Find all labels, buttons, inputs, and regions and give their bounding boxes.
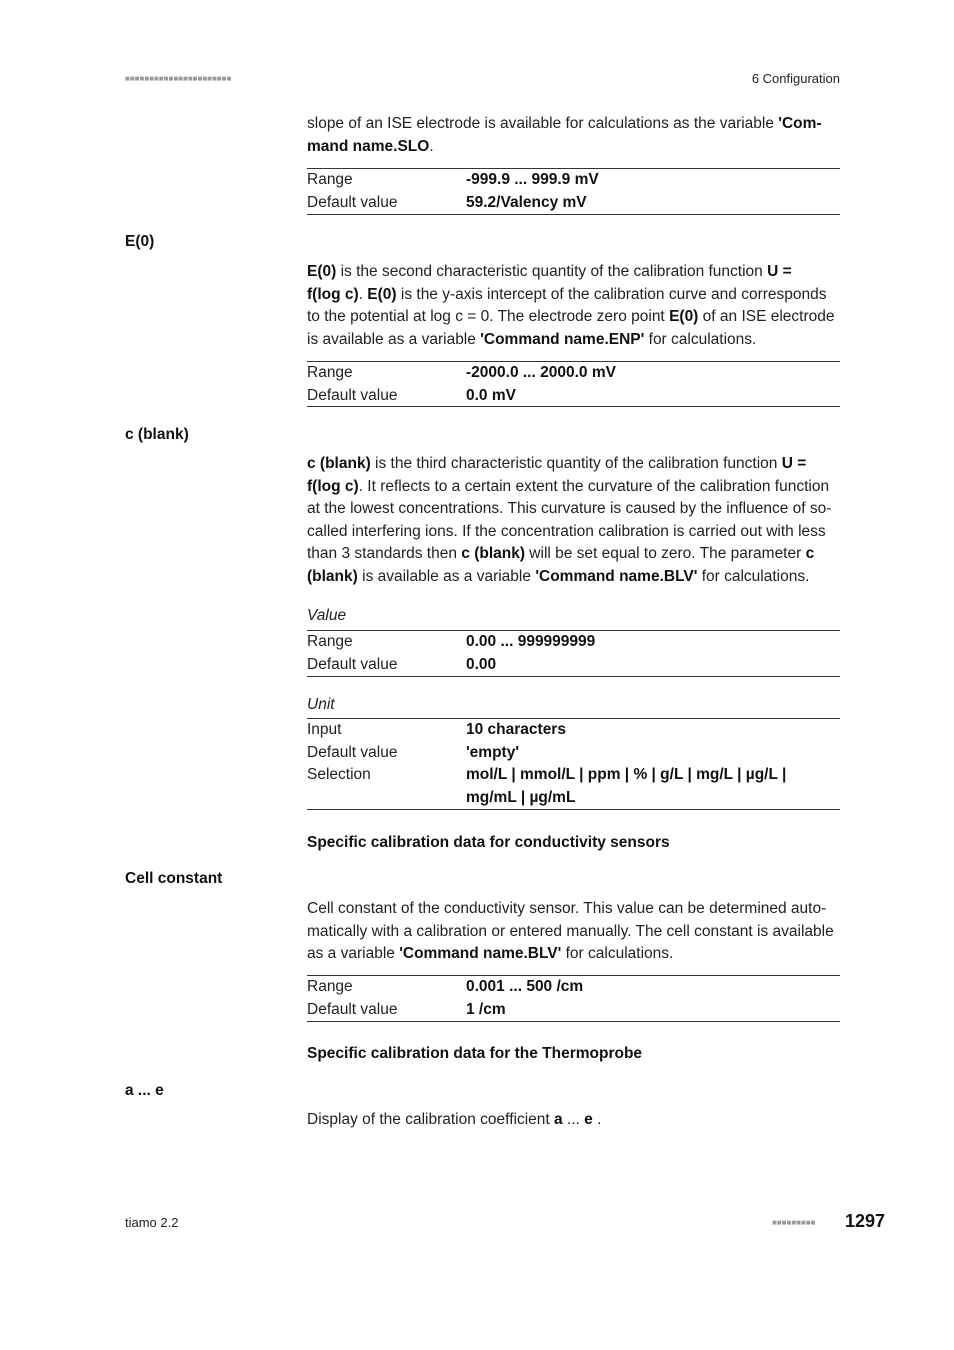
selection-line: mol/L | mmol/L | ppm | % | g/L | mg/L | µg/L | — [466, 766, 787, 783]
table-row: Range 0.00 ... 999999999 — [307, 633, 596, 650]
table-row: Default value 0.0 mV — [307, 386, 516, 404]
table-rule — [307, 214, 840, 215]
cblank-unit-table — [307, 719, 840, 809]
value-subheading: Value — [307, 607, 347, 624]
header-decoration: ■■■■■■■■■■■■■■■■■■■■■■ — [125, 74, 232, 83]
slope-paragraph: slope of an ISE electrode is available for calculations as the variable 'Com- mand name.SLO. — [307, 115, 822, 155]
slope-table — [307, 169, 840, 214]
parameter-label-cblank: c (blank) — [125, 426, 189, 443]
section-heading-conductivity: Specific calibration data for conductivity sensors — [307, 834, 670, 851]
cell-constant-description: Cell constant of the conductivity sensor. This value can be determined auto- matically with a calibration or entered manually. The cell constant is available as a variable 'Command name.BLV' for calculations. — [307, 900, 834, 962]
thermoprobe-description: Display of the calibration coefficient a ... e . — [307, 1111, 602, 1128]
cblank-value-table — [307, 631, 840, 676]
cell-constant-table — [307, 976, 840, 1021]
table-rule — [307, 406, 840, 407]
product-name: tiamo 2.2 — [125, 1215, 179, 1230]
chapter-title: 6 Configuration — [751, 71, 840, 86]
table-row: Default value 0.00 — [307, 655, 497, 673]
parameter-label-cell-constant: Cell constant — [125, 870, 223, 887]
page-number: 1297 — [845, 1211, 886, 1231]
parameter-label-e0: E(0) — [125, 233, 155, 250]
table-row: Default value 'empty' — [307, 743, 520, 761]
table-row: Range -999.9 ... 999.9 mV — [307, 171, 599, 188]
selection-line: mg/mL | µg/mL — [466, 788, 576, 806]
table-row: Default value 1 /cm — [307, 1000, 506, 1018]
table-row: Default value 59.2/Valency mV — [307, 193, 587, 211]
parameter-label-a-e: a ... e — [125, 1082, 164, 1099]
table-row: Input 10 characters — [307, 721, 566, 738]
unit-subheading: Unit — [307, 696, 335, 713]
table-row: Range -2000.0 ... 2000.0 mV — [307, 364, 616, 381]
e0-description: E(0) is the second characteristic quantity of the calibration function U = f(log c). E(0) is the y-axis intercept of the calibration curve and corresponds to the potential at log c = 0. The electrode zero point E(0) of an ISE electrode is available as a variable 'Command name.ENP' for calculations. — [307, 263, 835, 348]
table-rule — [307, 1021, 840, 1022]
e0-table — [307, 362, 840, 407]
section-heading-thermoprobe: Specific calibration data for the Thermoprobe — [307, 1045, 643, 1062]
table-rule — [307, 809, 840, 810]
table-row: Selection mol/L | mmol/L | ppm | % | g/L | mg/L | µg/L | mg/mL | µg/mL — [307, 764, 840, 809]
footer-decoration: ■■■■■■■■■ — [772, 1218, 816, 1227]
table-rule — [307, 676, 840, 677]
table-row: Range 0.001 ... 500 /cm — [307, 978, 584, 995]
cblank-description: c (blank) is the third characteristic quantity of the calibration function U = f(log c). It reflects to a certain extent the curvature of the calibration function at the lowest concentrations. This curvature is caused by the influence of so- called interfering ions. If the concentration calibration is carried out with less than 3 standards then c (blank) will be set equal to zero. The parameter c (blank) is available as a variable 'Command name.BLV' for calculations. — [307, 455, 832, 585]
